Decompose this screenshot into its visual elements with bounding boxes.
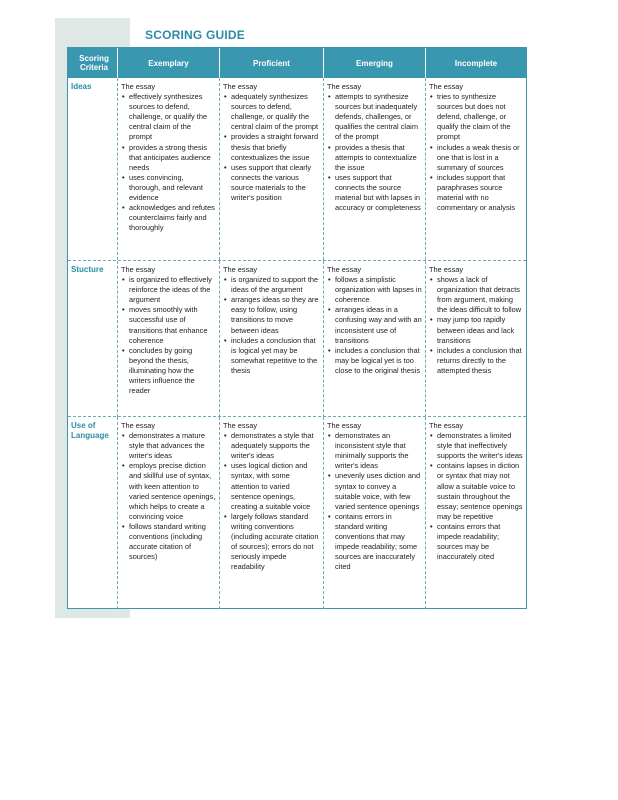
criteria-bullet-list — [429, 92, 523, 213]
criteria-bullet: • shows a lack of organization that detracts from argument, making the ideas difficult to follow — [429, 275, 523, 315]
criteria-bullet: • follows a simplistic organization with lapses in coherence — [327, 275, 422, 305]
criteria-bullet-list — [223, 92, 320, 203]
criteria-bullet: • arranges ideas in a confusing way and with an inconsistent use of transitions — [327, 305, 422, 345]
criteria-cell — [68, 78, 118, 260]
cell-intro: The essay — [327, 265, 362, 274]
criteria-label: Use of Language — [71, 421, 109, 440]
rubric-cell-incomplete — [426, 261, 526, 417]
criteria-bullet: • adequately synthesizes sources to defend, challenge, or qualify the central claim of the prompt — [223, 92, 320, 132]
rubric-cell-emerging — [324, 78, 426, 260]
criteria-bullet: • provides a straight forward thesis that briefly contextualizes the issue — [223, 132, 320, 162]
header-emerging: Emerging — [324, 48, 426, 78]
criteria-bullet: • unevenly uses diction and syntax to convey a suitable voice, with few varied sentence openings — [327, 471, 422, 511]
criteria-bullet-list — [121, 92, 216, 233]
cell-intro: The essay — [121, 82, 156, 91]
scoring-rubric-table — [67, 47, 527, 609]
cell-intro: The essay — [327, 82, 362, 91]
criteria-bullet: • acknowledges and refutes counterclaims fairly and thoroughly — [121, 203, 216, 233]
page-title: SCORING GUIDE — [145, 28, 245, 42]
cell-intro: The essay — [429, 265, 464, 274]
criteria-bullet: • provides a strong thesis that anticipates audience needs — [121, 143, 216, 173]
criteria-bullet-list — [429, 431, 523, 562]
criteria-bullet-list — [327, 431, 422, 572]
criteria-bullet: • uses support that connects the source material but with lapses in accuracy or completeness — [327, 173, 422, 213]
criteria-bullet: • includes a conclusion that may be logical yet is too close to the original thesis — [327, 346, 422, 376]
criteria-bullet: • arranges ideas so they are easy to follow, using transitions to move between ideas — [223, 295, 320, 335]
rubric-cell-proficient — [220, 417, 324, 609]
criteria-bullet: • effectively synthesizes sources to defend, challenge, or qualify the central claim of the prompt — [121, 92, 216, 142]
table-row-use-of-language — [68, 416, 526, 609]
criteria-bullet: • includes a conclusion that is logical yet may be somewhat repetitive to the thesis — [223, 336, 320, 376]
header-incomplete: Incomplete — [454, 58, 498, 68]
rubric-cell-exemplary — [118, 417, 220, 609]
cell-intro: The essay — [223, 82, 258, 91]
criteria-bullet: • follows standard writing conventions (including accurate citation of sources) — [121, 522, 216, 562]
criteria-bullet: • contains errors in standard writing conventions that may impede readability; some sources are inaccurately cited — [327, 512, 422, 573]
criteria-bullet-list — [429, 275, 523, 376]
rubric-cell-proficient — [220, 261, 324, 417]
rubric-cell-incomplete — [426, 417, 526, 609]
table-header — [68, 48, 526, 78]
cell-intro: The essay — [223, 421, 258, 430]
criteria-bullet-list — [327, 92, 422, 213]
rubric-cell-emerging — [324, 261, 426, 417]
criteria-label: Ideas — [71, 82, 92, 91]
header-proficient: Proficient — [220, 48, 324, 78]
cell-intro: The essay — [429, 421, 464, 430]
criteria-bullet: • provides a thesis that attempts to contextualize the issue — [327, 143, 422, 173]
criteria-cell — [68, 261, 118, 417]
criteria-bullet-list — [223, 431, 320, 572]
rubric-cell-exemplary — [118, 78, 220, 260]
criteria-bullet: • contains errors that impede readability; sources may be inaccurately cited — [429, 522, 523, 562]
criteria-bullet: • employs precise diction and skillful use of syntax, with keen attention to varied sentence openings, which helps to create a convincing voice — [121, 461, 216, 522]
criteria-bullet: • demonstrates a style that adequately supports the writer's ideas — [223, 431, 320, 461]
criteria-bullet: • moves smoothly with successful use of transitions that enhance coherence — [121, 305, 216, 345]
criteria-bullet: • is organized to support the ideas of the argument — [223, 275, 320, 295]
criteria-bullet: • uses support that clearly connects the various source materials to the writer's position — [223, 163, 320, 203]
cell-intro: The essay — [121, 421, 156, 430]
criteria-bullet: • demonstrates an inconsistent style that minimally supports the writer's ideas — [327, 431, 422, 471]
criteria-bullet: • includes support that paraphrases source material with no commentary or analysis — [429, 173, 523, 213]
criteria-bullet: • uses convincing, thorough, and relevant evidence — [121, 173, 216, 203]
cell-intro: The essay — [429, 82, 464, 91]
table-row-ideas — [68, 78, 526, 260]
criteria-label: Stucture — [71, 265, 104, 274]
criteria-bullet: • includes a conclusion that returns directly to the attempted thesis — [429, 346, 523, 376]
criteria-bullet: • is organized to effectively reinforce the ideas of the argument — [121, 275, 216, 305]
rubric-cell-exemplary — [118, 261, 220, 417]
cell-intro: The essay — [327, 421, 362, 430]
criteria-bullet: • attempts to synthesize sources but inadequately defends, challenges, or qualifies the central claim of the prompt — [327, 92, 422, 142]
criteria-bullet: • includes a weak thesis or one that is lost in a summary of sources — [429, 143, 523, 173]
table-row-structure — [68, 260, 526, 417]
header-scoring-criteria: Scoring Criteria — [68, 48, 118, 78]
rubric-cell-proficient — [220, 78, 324, 260]
cell-intro: The essay — [121, 265, 156, 274]
criteria-bullet: • concludes by going beyond the thesis, illuminating how the writers influence the reader — [121, 346, 216, 396]
cell-intro: The essay — [223, 265, 258, 274]
criteria-bullet-list — [327, 275, 422, 376]
criteria-bullet-list — [223, 275, 320, 376]
criteria-bullet: • demonstrates a limited style that ineffectively supports the writer's ideas — [429, 431, 523, 461]
criteria-bullet: • contains lapses in diction or syntax that may not allow a suitable voice to sustain throughout the essay; sentence openings may be repetitive — [429, 461, 523, 522]
rubric-cell-incomplete — [426, 78, 526, 260]
criteria-bullet: • uses logical diction and syntax, with some attention to varied sentence openings, creating a suitable voice — [223, 461, 320, 511]
criteria-bullet: • tries to synthesize sources but does not defend, challenge, or qualify the claim of the prompt — [429, 92, 523, 142]
criteria-bullet-list — [121, 431, 216, 562]
header-exemplary: Exemplary — [118, 48, 220, 78]
criteria-bullet: • demonstrates a mature style that advances the writer's ideas — [121, 431, 216, 461]
criteria-bullet: • largely follows standard writing conventions (including accurate citation of sources); errors do not seriously impede readability — [223, 512, 320, 573]
criteria-cell — [68, 417, 118, 609]
rubric-cell-emerging — [324, 417, 426, 609]
criteria-bullet: • may jump too rapidly between ideas and lack transitions — [429, 315, 523, 345]
criteria-bullet-list — [121, 275, 216, 396]
